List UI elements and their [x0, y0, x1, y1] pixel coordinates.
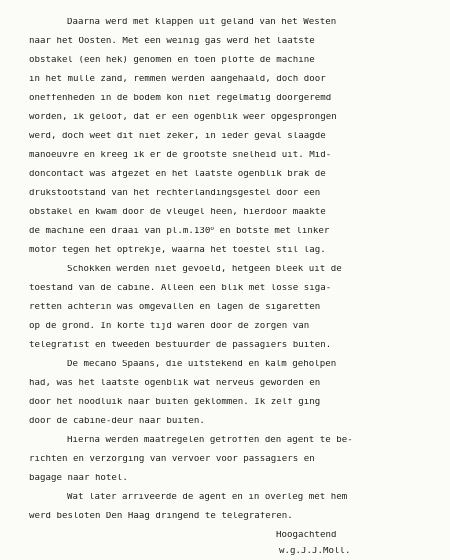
text-line: toestand van de cabine. Alleen een blik met losse siga- — [29, 284, 332, 293]
text-line: door de cabine-deur naar buiten. — [29, 417, 205, 426]
text-line: naar het Oosten. Met een weinig gas werd het laatste — [29, 37, 315, 46]
text-line: telegrafist en tweeden bestuurder de passagiers buiten. — [29, 341, 332, 350]
text-line: bagage naar hotel. — [29, 474, 128, 483]
text-line: had, was het laatste ogenblik wat nerveus geworden en — [29, 379, 321, 388]
text-line: door het noodluik naar buiten geklommen. Ik zelf ging — [29, 398, 321, 407]
text-line: werd besloten Den Haag dringend te telegraferen. — [29, 512, 293, 521]
text-line: Hierna werden maatregelen getroffen den agent te be- — [67, 436, 353, 445]
text-line: drukstootstand van het rechterlandingsgestel door een — [29, 189, 321, 198]
text-line: Wat later arriveerde de agent en in overleg met hem — [67, 493, 348, 502]
degree-mark: o — [210, 227, 214, 232]
text-line: werd, doch weet dit niet zeker, in ieder geval slaagde — [29, 132, 326, 141]
text-line: Daarna werd met klappen uit geland van het Westen — [67, 18, 337, 27]
text-line: oneffenheden in de bodem kon niet regelmatig doorgeremd — [29, 94, 332, 103]
text-line-part: de machine een draai van pl.m.130 — [29, 227, 211, 236]
text-line: in het mulle zand, remmen werden aangehaald, doch door — [29, 75, 326, 84]
text-line: richten en verzorging van vervoer voor passagiers en — [29, 455, 315, 464]
text-line: op de grond. In korte tijd waren door de zorgen van — [29, 322, 310, 331]
text-line: manoeuvre en kreeg ik er de grootste snelheid uit. Mid- — [29, 151, 332, 160]
text-line: doncontact was afgezet en het laatste ogenblik brak de — [29, 170, 326, 179]
text-line: Schokken werden niet gevoeld, hetgeen bleek uit de — [67, 265, 342, 274]
text-line: worden, ik geloof, dat er een ogenblik weer opgesprongen — [29, 113, 337, 122]
text-line: obstakel en kwam door de vleugel heen, hierdoor maakte — [29, 208, 326, 217]
text-line: retten achterin was omgevallen en lagen de sigaretten — [29, 303, 321, 312]
text-line-part: en botste met linker — [213, 227, 330, 236]
signature: w.g.J.J.Moll. — [279, 547, 351, 556]
closing-salutation: Hoogachtend — [276, 531, 337, 540]
text-line: motor tegen het optrekje, waarna het toestel stil lag. — [29, 246, 326, 255]
text-line: obstakel (een hek) genomen en toen plofte de machine — [29, 56, 315, 65]
text-line — [29, 227, 329, 239]
text-line: De mecano Spaans, die uitstekend en kalm geholpen — [67, 360, 337, 369]
